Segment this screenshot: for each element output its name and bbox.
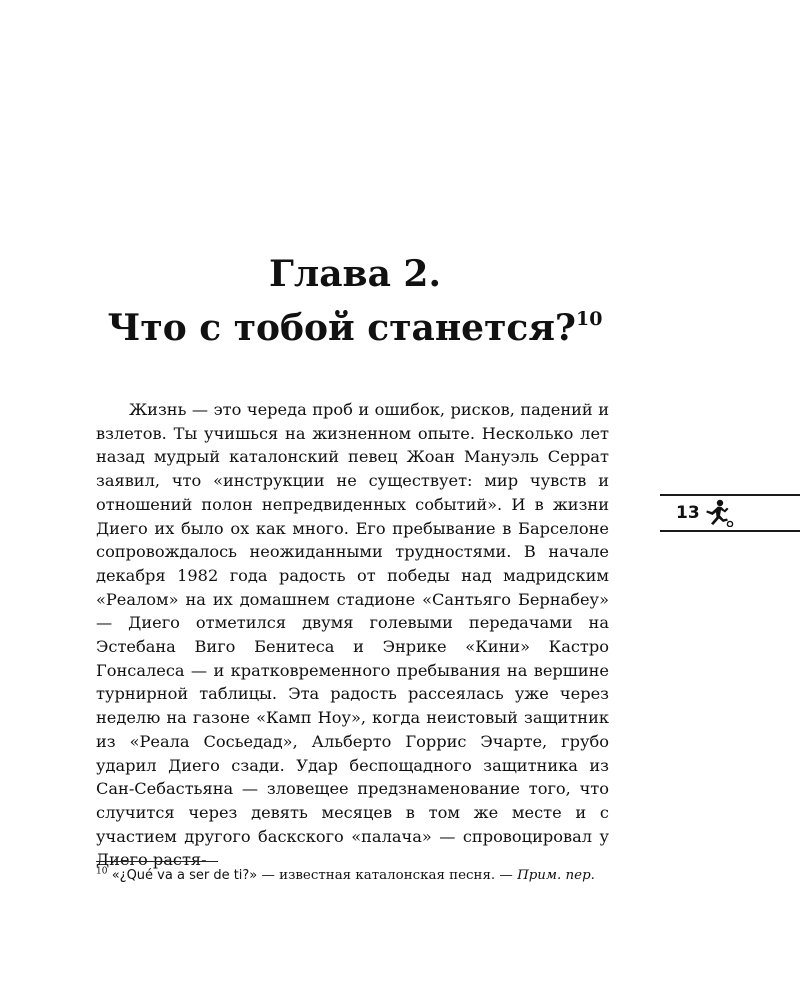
- running-footballer-icon: [698, 499, 734, 527]
- chapter-number: Глава 2.: [268, 253, 442, 295]
- footnote-divider: [96, 861, 218, 862]
- body-paragraph: Жизнь — это череда проб и ошибок, рисков, падений и взлетов. Ты учишься на жизненном опыте. Несколько лет назад мудрый каталонский певец Жоан Мануэль Серрат заявил, что «инструкции не существует: мир чувств и отношений полон непредвиденных событий». И в жизни Диего их было ох как много. Его пребывание в Барселоне сопровождалось неожиданными трудностями. В начале декабря 1982 года радость от победы над мадридским «Реалом» на их домашнем стадионе «Сантьяго Бернабеу» — Диего отметился двумя голевыми передачами на Эстебана Виго Бенитеса и Энрике «Кини» Кастро Гонсалеса — и кратковременного пребывания на вершине турнирной таблицы. Эта радость рассеялась уже через неделю на газоне «Камп Ноу», когда неистовый защитник из «Реала Сосьедад», Альберто Горрис Эчарте, грубо ударил Диего сзади. Удар беспощадного защитника из Сан-Себастьяна — зловещее предзнаменование того, что случится через девять месяцев в том же месте и с участием другого баскского «палача» — спровоцировал у Диего растя-: [96, 400, 609, 870]
- chapter-title: [60, 302, 650, 354]
- footnote-text: — известная каталонская песня. —: [257, 868, 518, 883]
- page-marker: [660, 494, 800, 532]
- page-marker-bottom-rule: [660, 530, 800, 532]
- chapter-title-text: Что с тобой станется?: [107, 307, 577, 349]
- footnote-song-title: «¿Qué va a ser de ti?»: [111, 868, 258, 883]
- page-number: 13: [676, 503, 700, 523]
- footnote-marker: 10: [96, 866, 108, 877]
- footnote-reference: 10: [576, 308, 603, 330]
- page-marker-top-rule: [660, 494, 800, 496]
- footnote: [96, 865, 609, 886]
- footnote-translator-note: Прим. пер.: [517, 868, 595, 883]
